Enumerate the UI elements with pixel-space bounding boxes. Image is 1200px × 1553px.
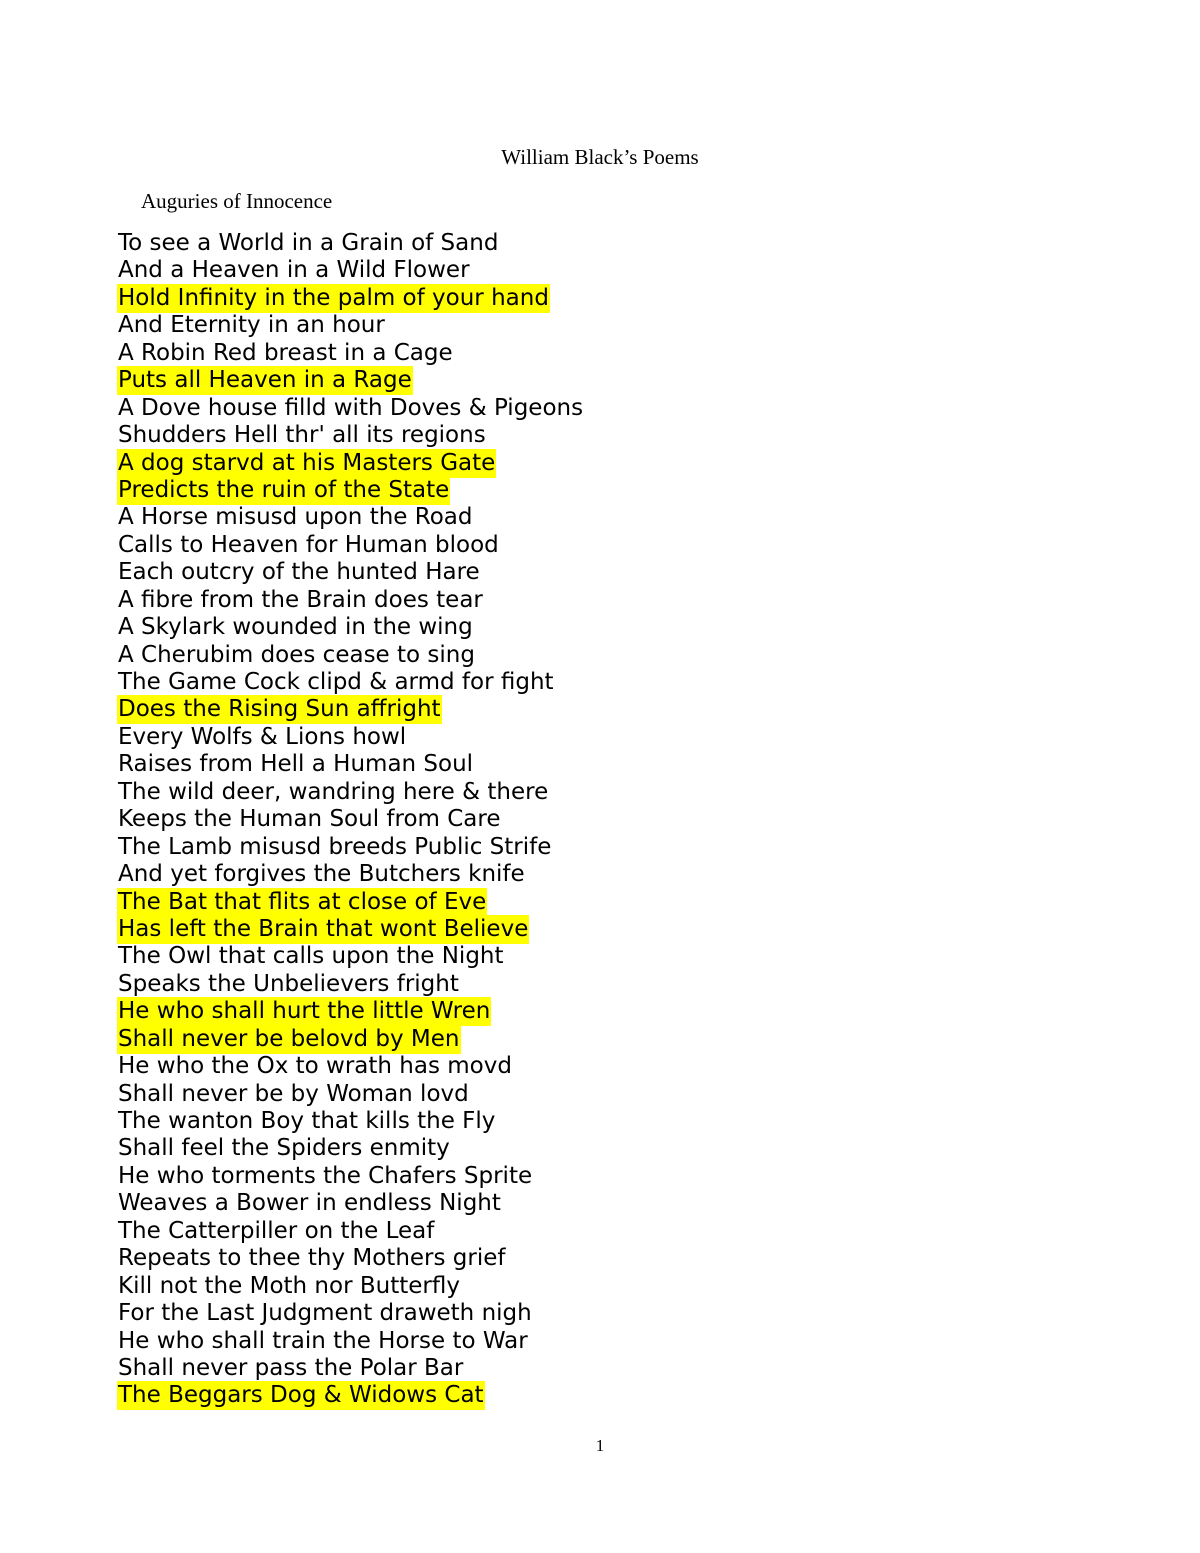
poem-line	[117, 642, 584, 669]
document-title: William Black’s Poems	[501, 145, 699, 169]
poem-line-text: Each outcry of the hunted Hare	[118, 559, 480, 586]
poem-line	[117, 1328, 584, 1355]
poem-line	[117, 1245, 584, 1272]
poem-line	[117, 1163, 584, 1190]
poem-line-text: A fibre from the Brain does tear	[118, 586, 483, 613]
poem-line	[117, 230, 584, 257]
poem-line	[117, 614, 584, 641]
highlighted-poem-line	[117, 916, 584, 943]
poem-line	[117, 943, 584, 970]
poem-line	[117, 532, 584, 559]
highlighted-poem-line	[117, 696, 584, 723]
poem-body	[117, 230, 584, 1410]
poem-line-text: To see a World in a Grain of Sand	[118, 230, 499, 256]
poem-line-text: He who shall train the Horse to War	[118, 1327, 528, 1354]
poem-line	[117, 1053, 584, 1080]
poem-line-text: A Dove house filld with Doves & Pigeons	[118, 394, 584, 421]
poem-line-text: Speaks the Unbelievers fright	[118, 970, 459, 997]
highlighted-poem-line	[117, 1382, 584, 1409]
poem-line-text: Weaves a Bower in endless Night	[118, 1190, 501, 1217]
poem-line-text: The Lamb misusd breeds Public Strife	[118, 833, 552, 860]
poem-line-text: A Skylark wounded in the wing	[118, 614, 473, 641]
poem-line	[117, 834, 584, 861]
poem-line-text: The Beggars Dog & Widows Cat	[118, 1382, 484, 1409]
poem-title: Auguries of Innocence	[141, 189, 333, 213]
poem-line	[117, 971, 584, 998]
poem-line-text: Hold Infinity in the palm of your hand	[118, 284, 549, 311]
poem-line-text: A Cherubim does cease to sing	[118, 641, 475, 668]
page-number: 1	[595, 1436, 605, 1455]
poem-line	[117, 724, 584, 751]
poem-line	[117, 587, 584, 614]
highlighted-poem-line	[117, 367, 584, 394]
highlighted-poem-line	[117, 889, 584, 916]
poem-line	[117, 861, 584, 888]
poem-line-text: A Robin Red breast in a Cage	[118, 339, 453, 366]
highlighted-poem-line	[117, 1026, 584, 1053]
poem-line-text: Every Wolfs & Lions howl	[118, 723, 407, 750]
poem-line	[117, 1190, 584, 1217]
poem-line	[117, 504, 584, 531]
poem-line-text: The wanton Boy that kills the Fly	[118, 1108, 496, 1134]
poem-line-text: And yet forgives the Butchers knife	[118, 861, 525, 888]
poem-line	[117, 806, 584, 833]
poem-line-text: Shudders Hell thr' all its regions	[118, 422, 486, 449]
poem-line-text: The Catterpiller on the Leaf	[118, 1217, 435, 1244]
poem-line	[117, 1300, 584, 1327]
poem-line-text: Raises from Hell a Human Soul	[118, 751, 474, 778]
poem-line-text: Shall never be by Woman lovd	[118, 1080, 469, 1107]
poem-line-text: Shall never pass the Polar Bar	[118, 1354, 464, 1381]
highlighted-poem-line	[117, 285, 584, 312]
poem-line-text: Keeps the Human Soul from Care	[118, 806, 501, 833]
highlighted-poem-line	[117, 998, 584, 1025]
poem-line-text: He who shall hurt the little Wren	[118, 998, 491, 1025]
poem-line-text: Does the Rising Sun affright	[118, 696, 441, 723]
poem-line	[117, 1355, 584, 1382]
poem-line-text: The Owl that calls upon the Night	[118, 943, 504, 970]
poem-line	[117, 669, 584, 696]
poem-line	[117, 1135, 584, 1162]
poem-line	[117, 257, 584, 284]
poem-line	[117, 1218, 584, 1245]
poem-line	[117, 779, 584, 806]
poem-line	[117, 312, 584, 339]
poem-line-text: Has left the Brain that wont Believe	[118, 915, 529, 942]
poem-line	[117, 559, 584, 586]
poem-line-text: He who the Ox to wrath has movd	[118, 1053, 512, 1080]
poem-line-text: Puts all Heaven in a Rage	[118, 367, 412, 394]
poem-line-text: And a Heaven in a Wild Flower	[118, 257, 470, 284]
poem-line	[117, 422, 584, 449]
poem-line	[117, 395, 584, 422]
poem-line-text: Calls to Heaven for Human blood	[118, 531, 499, 558]
poem-line	[117, 1273, 584, 1300]
poem-line	[117, 340, 584, 367]
poem-line-text: Shall never be belovd by Men	[118, 1025, 460, 1052]
poem-line-text: The Game Cock clipd & armd for fight	[118, 669, 554, 695]
highlighted-poem-line	[117, 477, 584, 504]
poem-line-text: Repeats to thee thy Mothers grief	[118, 1245, 506, 1272]
poem-line-text: And Eternity in an hour	[118, 312, 385, 339]
poem-line-text: He who torments the Chafers Sprite	[118, 1162, 533, 1189]
poem-line-text: Kill not the Moth nor Butterfly	[118, 1272, 460, 1299]
poem-line-text: The wild deer, wandring here & there	[118, 778, 549, 805]
poem-line-text: A Horse misusd upon the Road	[118, 504, 473, 531]
poem-line-text: For the Last Judgment draweth nigh	[118, 1300, 532, 1327]
poem-line	[117, 751, 584, 778]
poem-line-text: The Bat that flits at close of Eve	[118, 888, 487, 915]
poem-line-text: Predicts the ruin of the State	[118, 476, 450, 503]
poem-line	[117, 1081, 584, 1108]
poem-line-text: Shall feel the Spiders enmity	[118, 1135, 450, 1162]
poem-line-text: A dog starvd at his Masters Gate	[118, 449, 496, 476]
poem-line	[117, 1108, 584, 1135]
highlighted-poem-line	[117, 450, 584, 477]
